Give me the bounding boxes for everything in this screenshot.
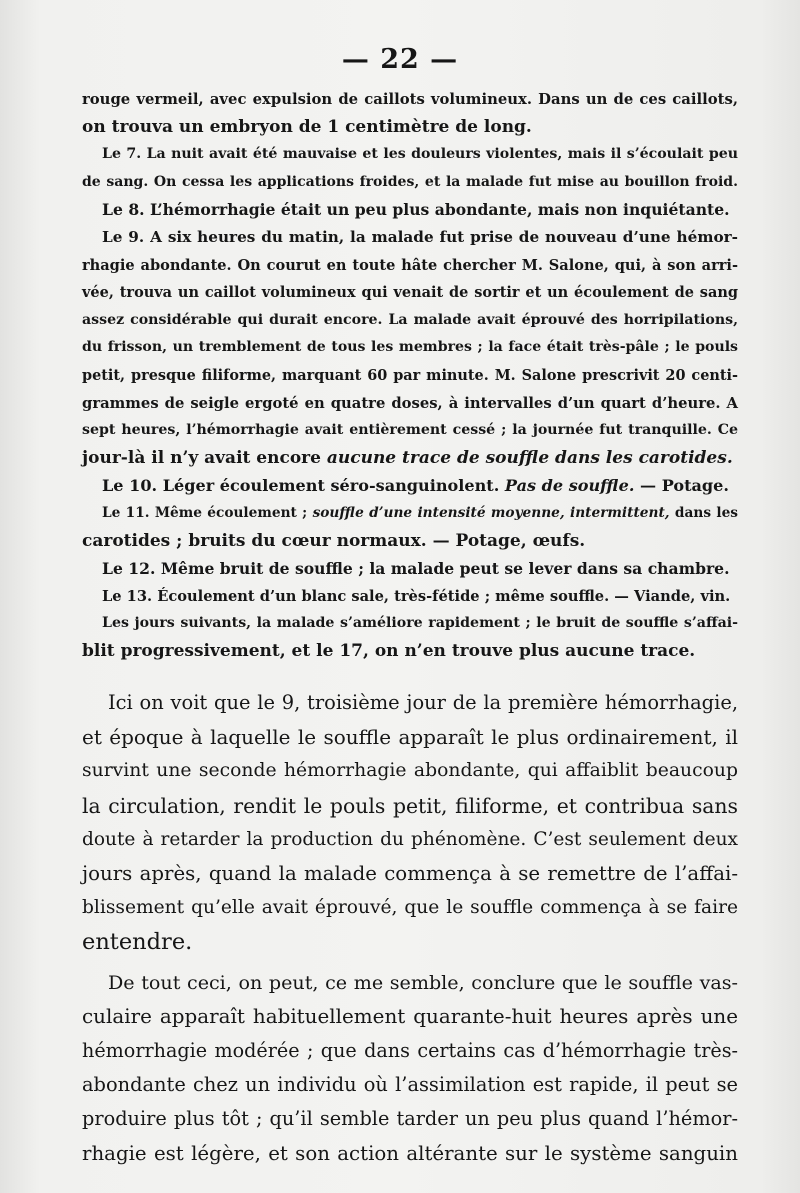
commentary-line <box>82 891 738 925</box>
case-note-line <box>82 196 738 224</box>
case-note-line-text: jour-là il n’y avait encore <box>82 447 327 468</box>
case-note-line-text: Le 8. L’hémorrhagie était un peu plus abondante, mais non inquiétante. <box>102 200 730 220</box>
commentary-line <box>82 925 738 959</box>
case-note-line-tail: — Potage. <box>634 476 730 496</box>
case-note-line-text: Les jours suivants, la malade s’améliore rapidement ; le bruit de souffle s’affai- <box>102 615 738 632</box>
case-note-line-text: sept heures, l’hémorrhagie avait entièrement cessé ; la journée fut tranquille. Ce <box>82 422 738 439</box>
commentary-line-text: hémorrhagie modérée ; que dans certains cas d’hémorrhagie très- <box>82 1039 738 1063</box>
commentary-line-text: abondante chez un individu où l’assimilation est rapide, il peut se <box>82 1073 738 1097</box>
commentary-line-text: rhagie est légère, et son action altérante sur le système sanguin <box>82 1141 738 1165</box>
commentary-line-text: et époque à laquelle le souffle apparaît le plus ordinairement, il <box>82 725 738 750</box>
case-note-line <box>82 252 738 280</box>
case-note-line <box>82 169 738 197</box>
case-note-line <box>82 500 738 528</box>
case-note-line-text: blit progressivement, et le 17, on n’en trouve plus aucune trace. <box>82 640 696 661</box>
case-note-line-text: de sang. On cessa les applications froides, et la malade fut mise au bouillon froid. <box>82 173 738 190</box>
case-note-line <box>82 114 738 142</box>
case-note-line-tail: dans les <box>669 504 738 521</box>
case-note-line <box>82 528 738 556</box>
commentary-line-text: doute à retarder la production du phénomène. C’est seulement deux <box>82 828 738 850</box>
commentary-line-text: entendre. <box>82 929 193 956</box>
case-note-line-text: Le 7. La nuit avait été mauvaise et les douleurs violentes, mais il s’écoulait peu <box>102 146 738 163</box>
case-note-line-text: du frisson, un tremblement de tous les membres ; la face était très-pâle ; le pouls <box>82 339 738 356</box>
case-note-line <box>82 334 738 362</box>
case-note-line-text: Le 13. Écoulement d’un blanc sale, très-fétide ; même souffle. — Viande, vin. <box>102 587 731 605</box>
commentary-line <box>82 720 738 754</box>
commentary-line-text: survint une seconde hémorrhagie abondante, qui affaiblit beaucoup <box>82 760 738 782</box>
commentary-block <box>82 686 738 1171</box>
case-note-line <box>82 141 738 169</box>
case-note-line-italic: Pas de souffle. <box>504 476 635 496</box>
case-note-line <box>82 86 738 114</box>
commentary-line <box>82 754 738 788</box>
commentary-line-text: produire plus tôt ; qu’il semble tarder un peu plus quand l’hémor- <box>82 1107 738 1131</box>
case-note-line <box>82 390 738 418</box>
commentary-line-text: De tout ceci, on peut, ce me semble, conclure que le souffle vas- <box>108 970 738 994</box>
case-note-line-text: grammes de seigle ergoté en quatre doses, à intervalles d’un quart d’heure. A <box>82 394 738 412</box>
case-note-line-text: on trouva un embryon de 1 centimètre de long. <box>82 116 532 137</box>
commentary-line <box>82 789 738 823</box>
case-note-line <box>82 610 738 638</box>
commentary-line <box>82 1102 738 1136</box>
case-note-line-text: Le 10. Léger écoulement séro-sanguinolent. <box>102 476 505 496</box>
case-note-line <box>82 224 738 252</box>
case-note-line <box>82 279 738 307</box>
case-note-line <box>82 555 738 583</box>
commentary-line <box>82 1068 738 1102</box>
commentary-line <box>82 1137 738 1171</box>
case-note-line-text: Le 9. A six heures du matin, la malade fut prise de nouveau d’une hémor- <box>102 227 738 246</box>
case-note-line <box>82 472 738 500</box>
commentary-line-text: culaire apparaît habituellement quarante-huit heures après une <box>82 1004 738 1028</box>
commentary-line <box>82 686 738 720</box>
case-note-line <box>82 307 738 335</box>
case-note-line-text: rouge vermeil, avec expulsion de caillots volumineux. Dans un de ces caillots, <box>82 91 738 108</box>
case-note-line-text: Le 11. Même écoulement ; <box>102 504 313 521</box>
case-notes-block <box>82 86 738 665</box>
commentary-line <box>82 1034 738 1068</box>
page-number: — 22 — <box>341 44 459 75</box>
commentary-line <box>82 966 738 1000</box>
commentary-line-text: blissement qu’elle avait éprouvé, que le souffle commença à se faire <box>82 897 738 919</box>
case-note-line-italic: souffle d’une intensité moyenne, intermittent, <box>312 504 670 521</box>
commentary-line-text: la circulation, rendit le pouls petit, filiforme, et contribua sans <box>82 793 738 818</box>
case-note-line-text: vée, trouva un caillot volumineux qui venait de sortir et un écoulement de sang <box>82 284 738 302</box>
case-note-line-text: rhagie abondante. On courut en toute hâte chercher M. Salone, qui, à son arri- <box>82 256 738 274</box>
case-note-line <box>82 638 738 666</box>
commentary-line-text: jours après, quand la malade commença à se remettre de l’affai- <box>82 862 738 886</box>
case-note-line-text: Le 12. Même bruit de souffle ; la malade peut se lever dans sa chambre. <box>102 559 730 579</box>
case-note-line-text: petit, presque filiforme, marquant 60 par minute. M. Salone prescrivit 20 centi- <box>82 366 738 384</box>
case-note-line-text: assez considérable qui durait encore. La malade avait éprouvé des horripilations, <box>82 311 738 328</box>
case-note-line-italic: aucune trace de souffle dans les carotides. <box>326 447 733 468</box>
case-note-line-text: carotides ; bruits du cœur normaux. — Potage, œufs. <box>82 530 586 551</box>
commentary-line <box>82 857 738 891</box>
commentary-line <box>82 1000 738 1034</box>
case-note-line <box>82 445 738 473</box>
commentary-line <box>82 823 738 857</box>
commentary-line-text: Ici on voit que le 9, troisième jour de la première hémorrhagie, <box>108 691 738 714</box>
case-note-line <box>82 362 738 390</box>
case-note-line <box>82 583 738 611</box>
case-note-line <box>82 417 738 445</box>
